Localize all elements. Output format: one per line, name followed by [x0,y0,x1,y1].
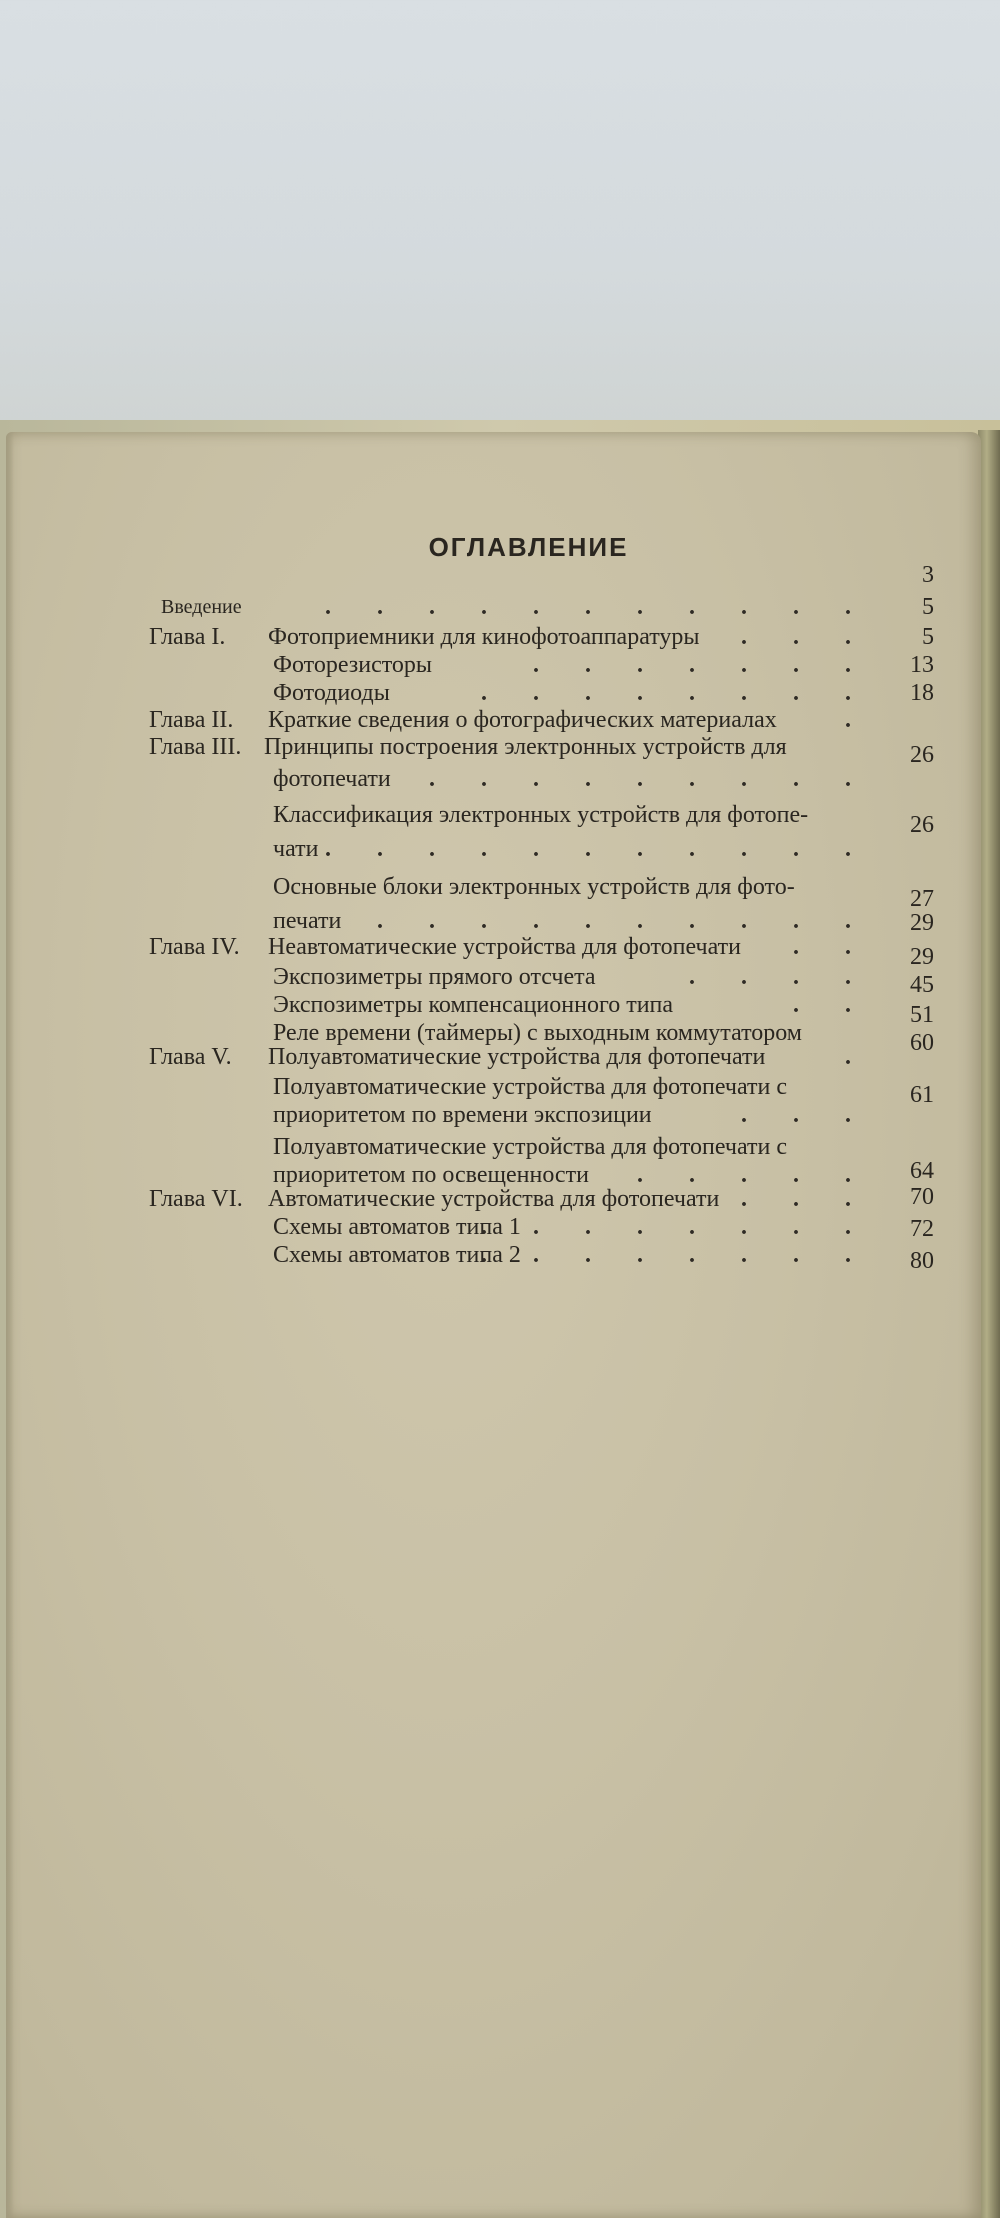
toc-entry [6,800,981,838]
toc-entry [6,732,981,768]
toc-leader-dots: . . [793,992,871,1018]
toc-entry [6,592,981,622]
toc-page-number: 80 [910,1248,934,1274]
toc-entry-title: Схемы автоматов типа 1 [273,1214,521,1240]
toc-entry [6,705,981,735]
toc-page-number: 18 [910,680,934,706]
toc-page-number: 29 [910,944,934,970]
toc-leader-dots: . [845,1044,871,1070]
book-page [6,432,981,2218]
toc-entry-title: Фоторезисторы [273,652,433,678]
toc-leader-dots: . . . . . . . . [481,1214,871,1240]
toc-entry-title: Фотоприемники для кинофотоаппаратуры [268,624,700,650]
toc-entry-title: приоритетом по освещенности [273,1162,589,1188]
toc-entry [6,1132,981,1162]
toc-leader-dots: . . . [741,1186,871,1212]
table-of-contents [6,432,981,2218]
toc-entry-title: Экспозиметры прямого отсчета [273,964,596,990]
toc-entry [6,622,981,652]
toc-entry [6,1072,981,1102]
toc-chapter-label: Глава VI. [149,1186,243,1212]
toc-entry [6,650,981,680]
book-cover-edge [978,430,1000,2218]
toc-leader-dots: . . . . . . . . . . . [325,836,871,862]
toc-page-number: 26 [910,742,934,768]
toc-chapter-label: Глава V. [149,1044,232,1070]
toc-page-number: 51 [910,1002,934,1028]
toc-leader-dots: . [845,707,871,733]
toc-heading: ОГЛАВЛЕНИЕ [428,532,629,562]
toc-leader-dots: . . . . . . . . . [429,766,871,792]
toc-chapter-label: Глава II. [149,707,234,733]
toc-entry-title: Краткие сведения о фотографических материалах [268,707,777,733]
toc-leader-dots: . . . [741,1102,871,1128]
toc-page-number: 13 [910,652,934,678]
toc-entry-title: Классификация электронных устройств для фотопе- [273,802,809,828]
toc-chapter-label: Введение [161,596,242,618]
toc-entry [6,834,981,864]
toc-entry-title: Автоматические устройства для фотопечати [268,1186,720,1212]
toc-leader-dots: . . . . . . . . [481,680,871,706]
toc-entry-title: фотопечати [273,766,391,792]
toc-page-number: 5 [922,624,934,650]
toc-chapter-label: Глава IV. [149,934,240,960]
toc-entry [6,990,981,1028]
toc-entry-title: Основные блоки электронных устройств для фото- [273,874,795,900]
toc-entry [6,1184,981,1214]
toc-entry-title: Неавтоматические устройства для фотопечати [268,934,741,960]
toc-entry [6,678,981,708]
toc-entry-title: Экспозиметры компенсационного типа [273,992,674,1018]
toc-entry-title: Полуавтоматические устройства для фотопечати [268,1044,766,1070]
toc-entry-title: Схемы автоматов типа 2 [273,1242,521,1268]
toc-leader-dots: . . [793,934,871,960]
toc-entry [6,932,981,970]
toc-leader-dots: . . . . . . . . . . . [325,594,871,620]
toc-leader-dots: . . . [741,624,871,650]
toc-leader-dots: . . . . . . . . . . [377,908,871,934]
toc-entry-title: Полуавтоматические устройства для фотопечати с [273,1074,787,1100]
toc-page-number: 70 [910,1184,934,1210]
toc-leader-dots: . . . . . . . . [481,1242,871,1268]
toc-chapter-label: Глава I. [149,624,226,650]
toc-page-number: 72 [910,1216,934,1242]
toc-page-number: 5 [922,594,934,620]
toc-page-number: 27 [910,886,934,912]
toc-entry-title: приоритетом по времени экспозиции [273,1102,652,1128]
toc-entry [6,764,981,794]
toc-entry [6,962,981,998]
toc-entry [6,1212,981,1242]
toc-leader-dots: . . . . . . . [533,652,871,678]
toc-leader-dots: . . . . . [637,1162,871,1188]
toc-page-number: 26 [910,812,934,838]
toc-entry [6,1240,981,1274]
toc-chapter-label: Глава III. [149,734,242,760]
toc-entry [6,1042,981,1072]
toc-page-number: 45 [910,972,934,998]
toc-entry-title: чати [273,836,319,862]
toc-entry-title: Принципы построения электронных устройств для [264,734,787,760]
toc-page-number: 64 [910,1158,934,1184]
toc-page-number: 61 [910,1082,934,1108]
toc-first-page-number: 3 [922,562,934,588]
toc-page-number: 60 [910,1030,934,1056]
toc-entry-title: печати [273,908,342,934]
toc-entry-title: Полуавтоматические устройства для фотопечати с [273,1134,787,1160]
toc-page-number: 29 [910,910,934,936]
toc-entry [6,872,981,912]
toc-leader-dots: . . . . [689,964,871,990]
toc-entry-title: Фотодиоды [273,680,390,706]
toc-entry-title: Реле времени (таймеры) с выходным коммутатором [273,1020,802,1046]
